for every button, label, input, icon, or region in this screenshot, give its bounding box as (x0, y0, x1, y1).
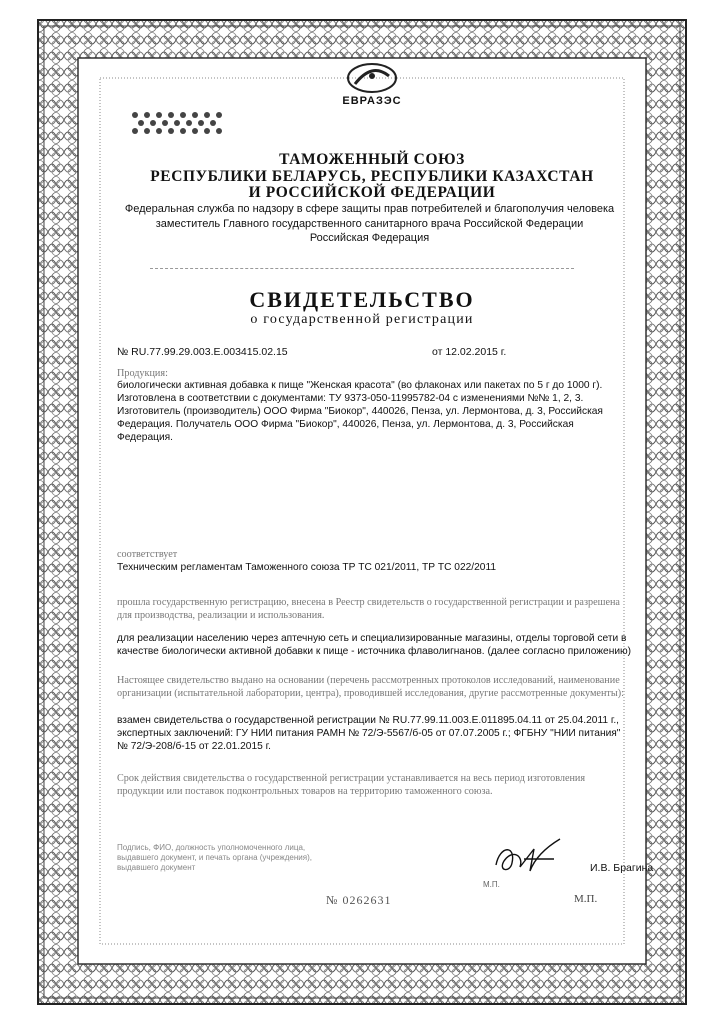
document-subtitle: о государственной регистрации (250, 312, 474, 327)
logo-text: ЕВРАЗЭС (342, 95, 402, 107)
conforms-label: соответствует (117, 549, 178, 560)
customs-union-header (120, 152, 624, 202)
document-title: СВИДЕТЕЛЬСТВО (249, 287, 475, 312)
handwritten-signature (490, 835, 570, 883)
header-line-1: ТАМОЖЕННЫЙ СОЮЗ (279, 151, 465, 168)
seal-place-label: М.П. (574, 893, 598, 905)
certificate-date: от 12.02.2015 г. (432, 346, 507, 358)
form-serial-number: № 0262631 (326, 893, 392, 907)
validity-statement: Срок действия свидетельства о государственной регистрации устанавливается на весь период изготовления продукции или поставок подконтрольных товаров на территорию таможенного союза. (117, 773, 586, 797)
replaces-text: взамен свидетельства о государственной регистрации № RU.77.99.11.003.Е.011895.04.11 от 25.04.2011 г., экспертных заключений: ГУ НИИ питания РАМН № 72/Э-5567/б-05 от 07.07.2005 г.; ФГБНУ "НИИ питания" № 72/Э-208/б-15 от 22.01.2015 г. (117, 715, 621, 752)
stamp-label: М.П. (483, 880, 500, 889)
registration-statement: прошла государственную регистрацию, внесена в Реестр свидетельств о государственной регистрации и разрешена для производства, реализации и использования. (117, 597, 620, 621)
certificate-number: № RU.77.99.29.003.Е.003415.02.15 (117, 346, 288, 358)
signer-name: И.В. Брагина (590, 862, 654, 874)
product-label: Продукция: (117, 368, 168, 379)
eurasec-logo (333, 62, 411, 106)
basis-statement: Настоящее свидетельство выдано на основании (перечень рассмотренных протоколов исследований, наименование организации (испытательной лаборатории, центра), проводившей исследования, другие рассмотренные документы): (117, 675, 624, 699)
signature-note: Подпись, ФИО, должность уполномоченного лица, выдавшего документ, и печать органа (учреждения), выдавшего документ (117, 843, 312, 872)
emblem-icon (333, 62, 411, 98)
rosette-pattern (127, 108, 223, 138)
header-line-3: И РОССИЙСКОЙ ФЕДЕРАЦИИ (248, 184, 496, 201)
agency-line-2: заместитель Главного государственного санитарного врача Российской Федерации (155, 217, 584, 230)
agency-line-1: Федеральная служба по надзору в сфере защиты прав потребителей и благополучия человека (124, 203, 615, 215)
header-line-2: РЕСПУБЛИКИ БЕЛАРУСЬ, РЕСПУБЛИКИ КАЗАХСТАН (150, 167, 594, 185)
issuing-agency (110, 202, 629, 246)
usage-text: для реализации населению через аптечную сеть и специализированные магазины, отделы торговой сети в качестве биологически активной добавки к пище - источника флаволигнанов. (далее согласно приложению) (117, 633, 632, 657)
agency-line-3: Российская Федерация (309, 232, 430, 245)
separator-line (150, 268, 574, 269)
product-text: биологически активная добавка к пище "Женская красота" (во флаконах или пакетах по 5 г до 1000 г). Изготовлена в соответствии с документами: ТУ 9373-050-11995782-04 с изменениями №№ 1, 2, 3. Изготовитель (производитель) ООО Фирма "Биокор", 440026, Пенза, ул. Лермонтова, д. 3, Российская Федерация. Получатель ООО Фирма "Биокор", 440026, Пенза, ул. Лермонтова, д. 3, Российская Федерация. (117, 380, 603, 443)
conforms-text: Техническим регламентам Таможенного союза ТР ТС 021/2011, ТР ТС 022/2011 (117, 562, 497, 573)
